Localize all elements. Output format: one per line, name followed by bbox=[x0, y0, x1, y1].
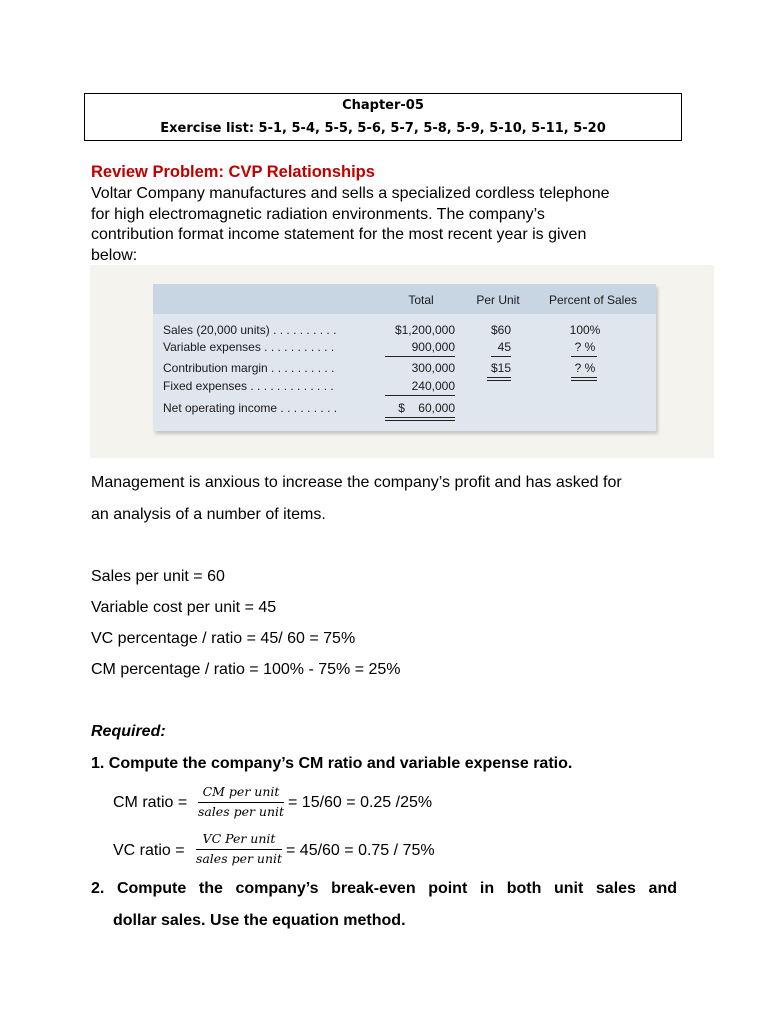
cm-ratio-prefix: CM ratio = bbox=[113, 794, 188, 811]
calc-line: Variable cost per unit = 45 bbox=[91, 599, 277, 616]
total-double-rule bbox=[487, 380, 511, 381]
intro-paragraph bbox=[91, 184, 691, 266]
cell-per-unit: $15 bbox=[490, 361, 511, 375]
cm-ratio-numerator: CM per unit bbox=[202, 784, 280, 799]
cell-percent: 100% bbox=[569, 323, 601, 337]
cell-per-unit: $60 bbox=[490, 323, 511, 337]
total-double-rule bbox=[571, 380, 597, 381]
total-double-rule bbox=[385, 417, 455, 418]
management-line: Management is anxious to increase the company’s profit and has asked for bbox=[91, 474, 622, 491]
row-label-contribution-margin: Contribution margin . . . . . . . . . . bbox=[163, 361, 335, 375]
intro-line: below: bbox=[91, 246, 138, 264]
cell-percent: ? % bbox=[574, 361, 596, 375]
cm-ratio-denominator: sales per unit bbox=[197, 804, 285, 819]
row-label-sales: Sales (20,000 units) . . . . . . . . . . bbox=[163, 323, 337, 337]
income-statement-table bbox=[153, 284, 656, 431]
intro-line: Voltar Company manufactures and sells a specialized cordless telephone bbox=[91, 185, 610, 202]
chapter-title: Chapter-05 bbox=[342, 98, 424, 113]
chapter-header-box bbox=[84, 93, 682, 141]
management-line: an analysis of a number of items. bbox=[91, 506, 326, 523]
vc-ratio-denominator: sales per unit bbox=[195, 851, 283, 866]
intro-line: for high electromagnetic radiation environments. The company’s bbox=[91, 205, 545, 223]
cell-total: 900,000 bbox=[411, 340, 455, 354]
total-double-rule bbox=[385, 420, 455, 421]
total-double-rule bbox=[487, 377, 511, 378]
row-label-variable-expenses: Variable expenses . . . . . . . . . . . bbox=[163, 340, 335, 354]
income-statement-figure bbox=[90, 265, 714, 458]
question-2-line-2: dollar sales. Use the equation method. bbox=[113, 912, 406, 929]
cell-total: $1,200,000 bbox=[394, 323, 455, 337]
question-2-line-1: 2. Compute the company’s break-even point in both unit sales and bbox=[91, 880, 677, 897]
vc-ratio-prefix: VC ratio = bbox=[113, 842, 185, 859]
cell-percent: ? % bbox=[574, 340, 596, 354]
row-label-fixed-expenses: Fixed expenses . . . . . . . . . . . . . bbox=[163, 379, 334, 393]
required-label: Required: bbox=[91, 723, 166, 740]
review-problem-title: Review Problem: CVP Relationships bbox=[91, 163, 375, 181]
total-double-rule bbox=[571, 377, 597, 378]
subtotal-rule bbox=[385, 395, 455, 396]
cell-per-unit: 45 bbox=[497, 340, 511, 354]
vc-ratio-numerator: VC Per unit bbox=[202, 831, 276, 846]
subtotal-rule bbox=[385, 356, 455, 357]
cm-ratio-result: = 15/60 = 0.25 /25% bbox=[288, 794, 433, 811]
subtotal-rule bbox=[491, 356, 511, 357]
row-label-net-operating-income: Net operating income . . . . . . . . . bbox=[163, 401, 338, 415]
cell-total: 240,000 bbox=[411, 379, 455, 393]
vc-ratio-result: = 45/60 = 0.75 / 75% bbox=[286, 842, 435, 859]
cell-total: $ 60,000 bbox=[398, 401, 455, 415]
fraction-bar bbox=[196, 849, 282, 850]
column-header-total: Total bbox=[408, 293, 434, 307]
calc-line: Sales per unit = 60 bbox=[91, 568, 225, 585]
subtotal-rule bbox=[571, 356, 597, 357]
exercise-list: Exercise list: 5-1, 5-4, 5-5, 5-6, 5-7, 5-8, 5-9, 5-10, 5-11, 5-20 bbox=[160, 121, 606, 136]
calc-line: CM percentage / ratio = 100% - 75% = 25% bbox=[91, 661, 401, 678]
cell-total: 300,000 bbox=[411, 361, 455, 375]
column-header-percent: Percent of Sales bbox=[548, 293, 638, 307]
question-1: 1. Compute the company’s CM ratio and variable expense ratio. bbox=[91, 755, 573, 772]
fraction-bar bbox=[198, 802, 284, 803]
column-header-per-unit: Per Unit bbox=[476, 293, 520, 307]
calc-line: VC percentage / ratio = 45/ 60 = 75% bbox=[91, 630, 356, 647]
intro-line: contribution format income statement for the most recent year is given bbox=[91, 226, 587, 243]
